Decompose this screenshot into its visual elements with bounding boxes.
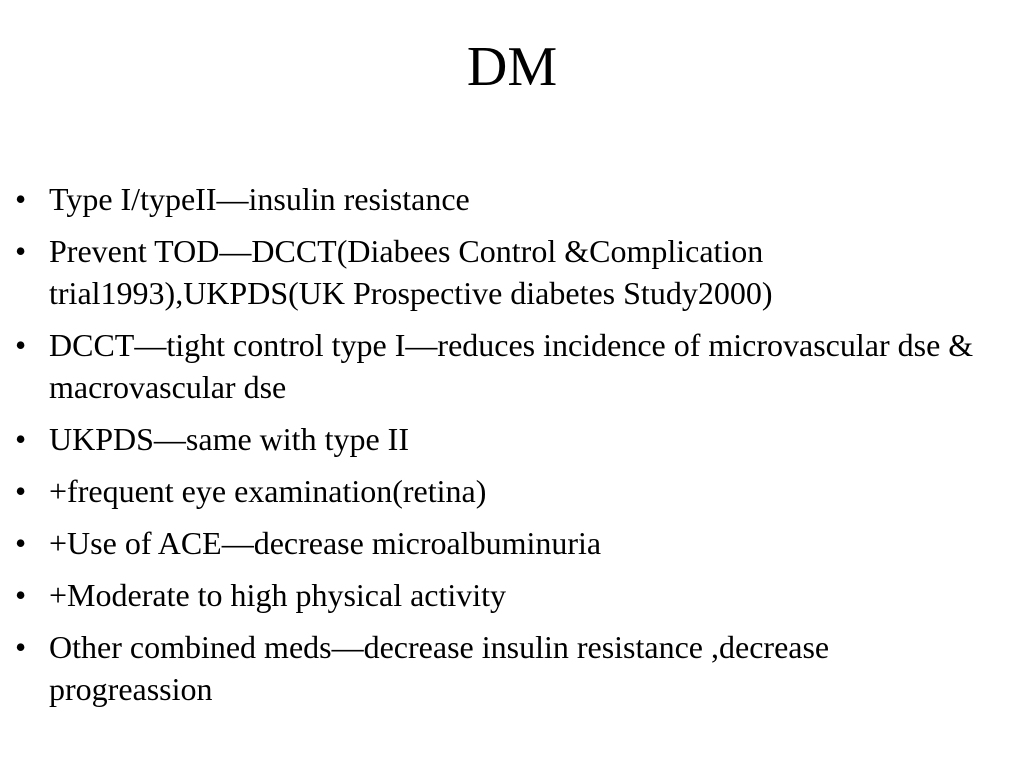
bullet-item [15,324,975,408]
bullet-text: UKPDS—same with type II [49,421,409,457]
slide-title: DM [466,36,558,98]
bullet-text: Type I/typeII—insulin resistance [49,181,470,217]
bullet-item [15,230,975,314]
bullet-text: DCCT—tight control type I—reduces incidence of microvascular dse & macrovascular dse [49,327,974,405]
bullet-item [15,626,975,710]
bullet-icon: • [15,629,27,665]
bullet-text: +Moderate to high physical activity [49,577,507,613]
bullet-list [15,178,975,720]
bullet-text: Prevent TOD—DCCT(Diabees Control &Complication trial1993),UKPDS(UK Prospective diabetes Study2000) [49,233,773,311]
bullet-icon: • [15,577,27,613]
bullet-item [15,522,975,564]
bullet-icon: • [15,525,27,561]
bullet-icon: • [15,473,27,509]
bullet-icon: • [15,233,27,269]
bullet-icon: • [15,181,27,217]
bullet-text: Other combined meds—decrease insulin resistance ,decrease progreassion [49,629,830,707]
bullet-item [15,470,975,512]
bullet-icon: • [15,327,27,363]
bullet-item [15,418,975,460]
bullet-item [15,178,975,220]
bullet-item [15,574,975,616]
bullet-icon: • [15,421,27,457]
bullet-text: +Use of ACE—decrease microalbuminuria [49,525,602,561]
bullet-text: +frequent eye examination(retina) [49,473,487,509]
